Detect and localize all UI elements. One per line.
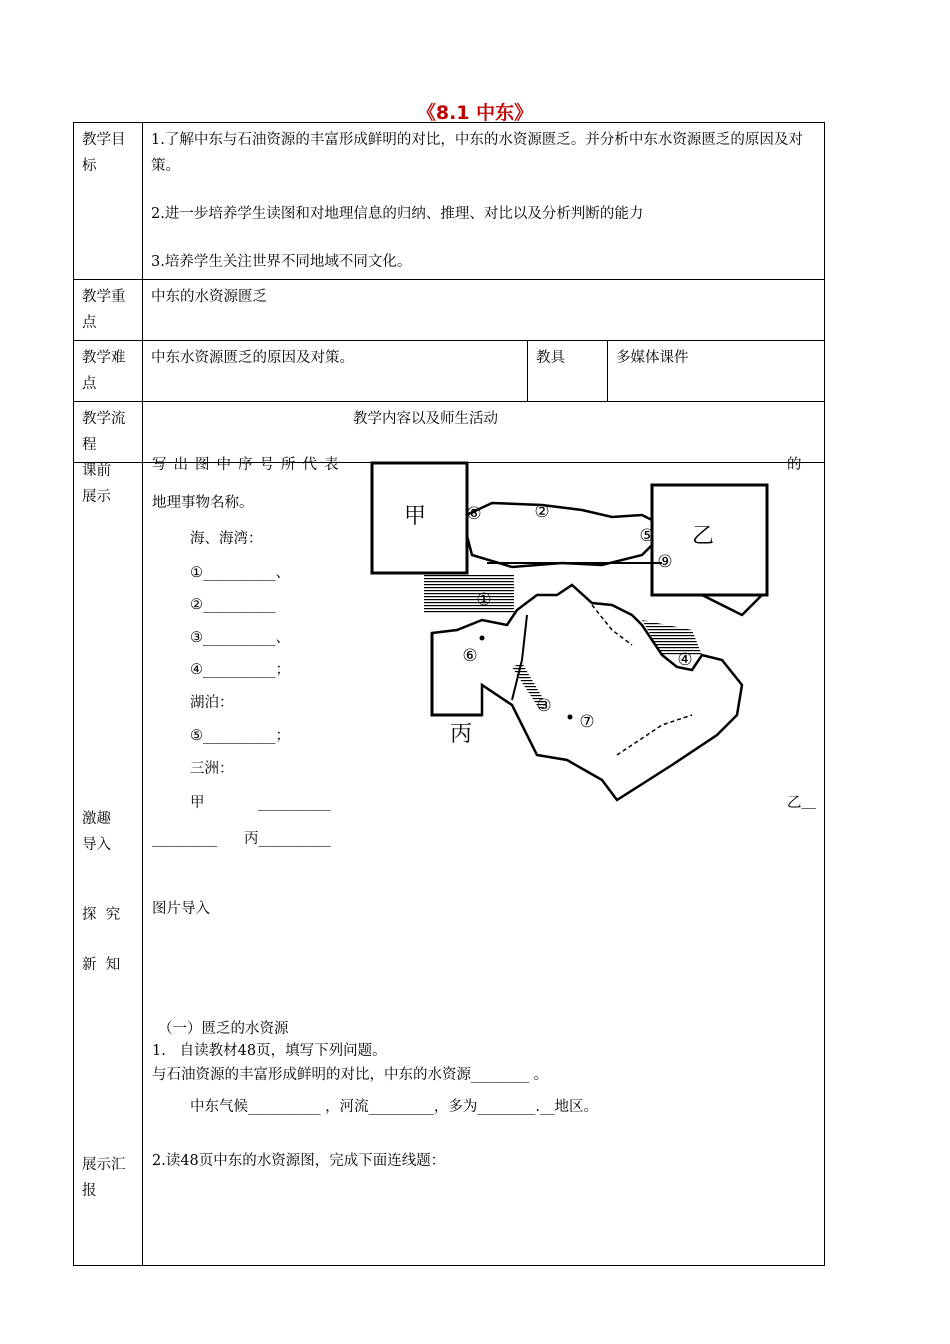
side-label-column <box>74 463 143 1266</box>
marker-1: ① <box>476 590 492 610</box>
label-jia: 甲 <box>404 504 427 529</box>
continent-c: 丙__________ <box>244 831 331 847</box>
key-content: 中东的水资源匮乏 <box>143 280 825 341</box>
seas-heading: 海、海湾： <box>190 531 263 547</box>
continent-a-label: 甲 <box>190 795 205 811</box>
blank-2: ②__________ <box>190 597 276 613</box>
key-label: 教学重点 <box>74 280 143 341</box>
goals-content <box>143 123 825 280</box>
picture-intro: 图片导入 <box>152 901 210 917</box>
continent-heading: 三洲： <box>190 761 234 777</box>
marker-3: ③ <box>536 696 552 716</box>
side-label-preview: 课前展示 <box>82 463 111 505</box>
mediterranean-hatch <box>424 575 514 613</box>
blank-3: ③__________、 <box>190 630 290 646</box>
lake-blank: ⑤__________； <box>190 728 290 744</box>
marker-2: ② <box>534 502 550 522</box>
question-1-line-2: 中东气候__________ ，河流_________，多为________.__地区。 <box>190 1099 598 1115</box>
intro-line-1-end: 的 <box>787 457 802 473</box>
blank-4: ④__________； <box>190 662 290 678</box>
city-dot <box>480 636 485 641</box>
border-dashed-2 <box>617 715 692 755</box>
middle-east-map <box>362 455 772 805</box>
turkey-outline <box>462 503 662 567</box>
side-label-explore: 探 究 <box>82 907 121 923</box>
city-dot-2 <box>568 715 573 720</box>
marker-9: ⑨ <box>657 552 673 572</box>
marker-7: ⑦ <box>579 712 595 732</box>
goal-2: 2.进一步培养学生读图和对地理信息的归纳、推理、对比以及分析判断的能力 <box>151 206 644 222</box>
label-yi: 乙 <box>692 524 715 549</box>
question-1: 1. 自读教材48页，填写下列问题。 <box>152 1043 387 1059</box>
intro-line-1: 写出图中序号所代表 <box>152 457 346 473</box>
label-bing: 丙 <box>450 722 473 747</box>
side-label-new: 新 知 <box>82 957 121 973</box>
marker-6: ⑥ <box>462 646 478 666</box>
question-2: 2.读48页中东的水资源图，完成下面连线题： <box>152 1153 446 1169</box>
page-title: 《8.1 中东》 <box>416 102 534 124</box>
continent-a-blank: __________ <box>258 795 331 811</box>
goal-1: 1.了解中东与石油资源的丰富形成鲜明的对比，中东的水资源匮乏。并分析中东水资源匮乏的原因及对策。 <box>151 132 803 174</box>
continent-b-blank: _________ <box>152 831 218 847</box>
side-label-intro: 激趣导入 <box>82 811 111 853</box>
intro-line-2: 地理事物名称。 <box>152 495 254 511</box>
marker-5: ⑤ <box>639 526 655 546</box>
continent-b-label: 乙＿ <box>787 795 816 811</box>
goal-3: 3.培养学生关注世界不同地域不同文化。 <box>151 254 412 270</box>
section-heading: （一）匮乏的水资源 <box>158 1021 289 1037</box>
red-sea-coast <box>512 615 527 700</box>
tool-value: 多媒体课件 <box>608 341 825 402</box>
question-1-line: 与石油资源的丰富形成鲜明的对比，中东的水资源________ 。 <box>152 1067 549 1083</box>
side-label-report: 展示汇报 <box>82 1157 126 1199</box>
marker-4: ④ <box>677 650 693 670</box>
process-content: 教学内容以及师生活动 <box>143 402 825 463</box>
arabia-outline <box>432 585 742 800</box>
tool-label: 教具 <box>528 341 608 402</box>
blank-1: ①__________、 <box>190 565 290 581</box>
lake-heading: 湖泊： <box>190 695 234 711</box>
marker-8: ⑧ <box>466 504 482 524</box>
process-label: 教学流程 <box>74 402 143 463</box>
difficulty-content: 中东水资源匮乏的原因及对策。 <box>143 341 528 402</box>
goals-label: 教学目标 <box>74 123 143 280</box>
difficulty-label: 教学难点 <box>74 341 143 402</box>
